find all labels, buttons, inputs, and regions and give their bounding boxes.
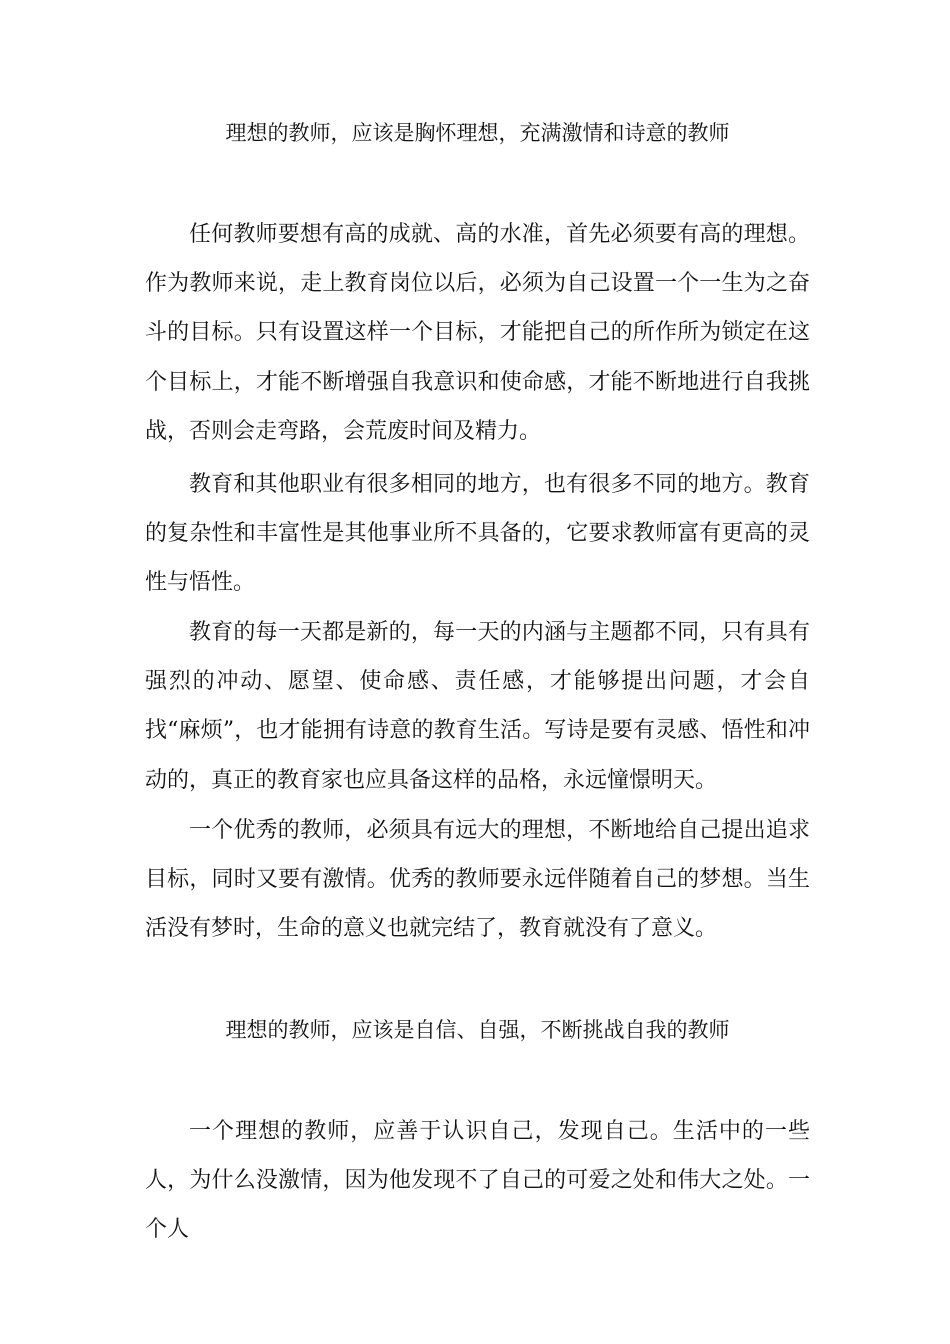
body-paragraph: 一个理想的教师，应善于认识自己，发现自己。生活中的一些人，为什么没激情，因为他发现不了自己的可爱之处和伟大之处。一个人 [145, 1119, 810, 1243]
body-paragraph: 教育和其他职业有很多相同的地方，也有很多不同的地方。教育的复杂性和丰富性是其他事业所不具备的，它要求教师富有更高的灵性与悟性。 [145, 472, 810, 596]
section-heading-self-confidence: 理想的教师，应该是自信、自强，不断挑战自我的教师 [225, 1018, 730, 1042]
body-paragraph: 一个优秀的教师，必须具有远大的理想，不断地给自己提出追求目标，同时又要有激情。优秀的教师要永远伴随着自己的梦想。当生活没有梦时，生命的意义也就完结了，教育就没有了意义。 [145, 818, 810, 942]
body-paragraph: 任何教师要想有高的成就、高的水准，首先必须要有高的理想。作为教师来说，走上教育岗位以后，必须为自己设置一个一生为之奋斗的目标。只有设置这样一个目标，才能把自己的所作所为锁定在这个目标上，才能不断增强自我意识和使命感，才能不断地进行自我挑战，否则会走弯路，会荒废时间及精力。 [145, 222, 810, 444]
body-paragraph: 教育的每一天都是新的，每一天的内涵与主题都不同，只有具有强烈的冲动、愿望、使命感、责任感，才能够提出问题，才会自找“麻烦”，也才能拥有诗意的教育生活。写诗是要有灵感、悟性和冲动的，真正的教育家也应具备这样的品格，永远憧憬明天。 [145, 620, 810, 793]
section-heading-ideals-passion: 理想的教师，应该是胸怀理想，充满激情和诗意的教师 [225, 121, 730, 145]
